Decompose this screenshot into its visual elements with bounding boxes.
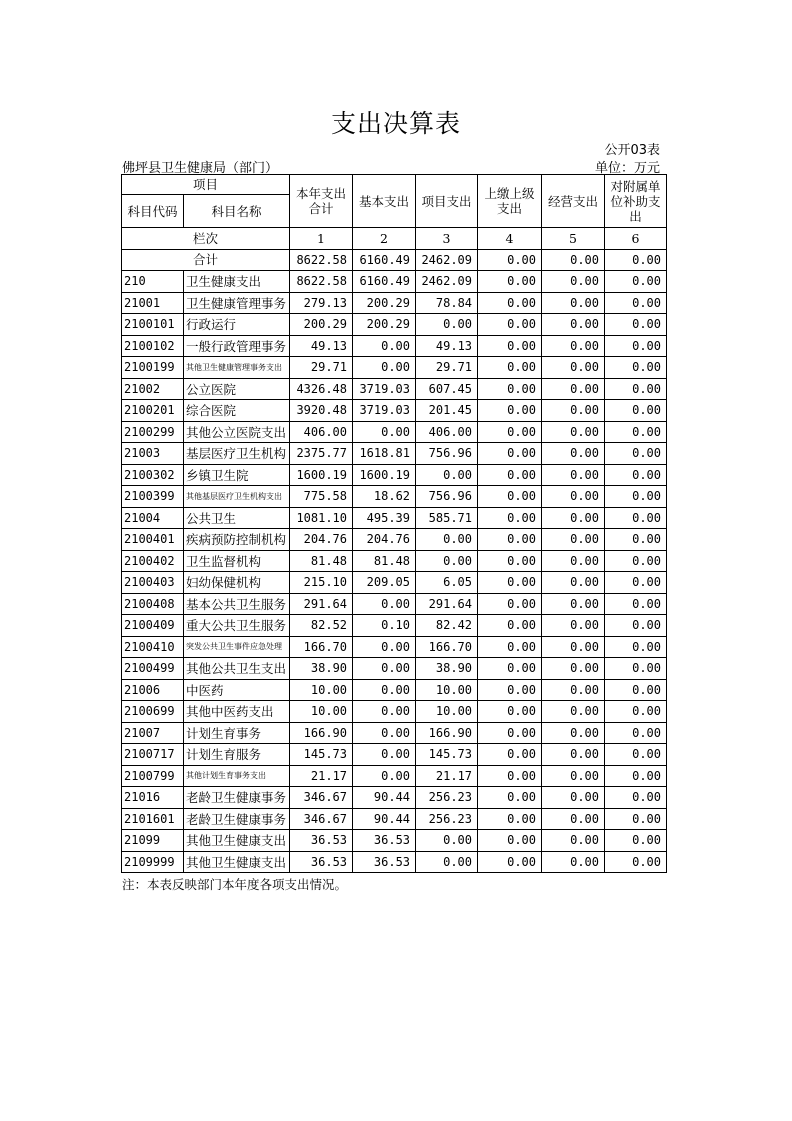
subject-code: 2100299 xyxy=(122,421,184,443)
table-row xyxy=(122,744,667,766)
table-row xyxy=(122,464,667,486)
subject-code: 21006 xyxy=(122,679,184,701)
value-upper: 0.00 xyxy=(478,400,542,422)
value-total: 29.71 xyxy=(290,357,353,379)
table-row xyxy=(122,851,667,873)
table-row xyxy=(122,701,667,723)
value-subsidy: 0.00 xyxy=(605,335,667,357)
value-business: 0.00 xyxy=(542,421,605,443)
value-upper: 0.00 xyxy=(478,550,542,572)
subject-name: 其他基层医疗卫生机构支出 xyxy=(184,486,290,508)
value-item: 10.00 xyxy=(416,701,478,723)
value-basic: 0.00 xyxy=(353,636,416,658)
value-total: 166.70 xyxy=(290,636,353,658)
subject-name: 其他公共卫生支出 xyxy=(184,658,290,680)
value-business: 0.00 xyxy=(542,443,605,465)
header-code: 科目代码 xyxy=(122,195,184,228)
column-number: 3 xyxy=(416,228,478,250)
subject-name: 妇幼保健机构 xyxy=(184,572,290,594)
value-business: 0.00 xyxy=(542,830,605,852)
value-business: 0.00 xyxy=(542,636,605,658)
value-total: 10.00 xyxy=(290,679,353,701)
value-item: 256.23 xyxy=(416,787,478,809)
header-subsidy: 对附属单位补助支出 xyxy=(605,175,667,228)
column-number: 2 xyxy=(353,228,416,250)
value-item: 38.90 xyxy=(416,658,478,680)
value-upper: 0.00 xyxy=(478,636,542,658)
value-business: 0.00 xyxy=(542,851,605,873)
value-upper: 0.00 xyxy=(478,615,542,637)
subject-name: 其他卫生健康管理事务支出 xyxy=(184,357,290,379)
value-subsidy: 0.00 xyxy=(605,443,667,465)
value-business: 0.00 xyxy=(542,615,605,637)
table-row xyxy=(122,335,667,357)
value-subsidy: 0.00 xyxy=(605,249,667,271)
value-item: 0.00 xyxy=(416,851,478,873)
value-subsidy: 0.00 xyxy=(605,787,667,809)
value-item: 82.42 xyxy=(416,615,478,637)
table-row xyxy=(122,378,667,400)
value-item: 201.45 xyxy=(416,400,478,422)
header-project: 项目 xyxy=(122,175,290,195)
value-business: 0.00 xyxy=(542,507,605,529)
value-upper: 0.00 xyxy=(478,271,542,293)
value-basic: 204.76 xyxy=(353,529,416,551)
value-basic: 3719.03 xyxy=(353,378,416,400)
value-basic: 0.00 xyxy=(353,658,416,680)
subject-name: 卫生监督机构 xyxy=(184,550,290,572)
subject-code: 2100717 xyxy=(122,744,184,766)
value-item: 0.00 xyxy=(416,314,478,336)
value-subsidy: 0.00 xyxy=(605,421,667,443)
value-subsidy: 0.00 xyxy=(605,615,667,637)
value-business: 0.00 xyxy=(542,357,605,379)
page-title: 支出决算表 xyxy=(330,109,461,138)
value-basic: 18.62 xyxy=(353,486,416,508)
value-total: 775.58 xyxy=(290,486,353,508)
column-index-label: 栏次 xyxy=(122,228,290,250)
subject-code: 21099 xyxy=(122,830,184,852)
value-upper: 0.00 xyxy=(478,593,542,615)
value-item: 0.00 xyxy=(416,830,478,852)
subject-name: 重大公共卫生服务 xyxy=(184,615,290,637)
column-index-row xyxy=(122,228,667,250)
table-row xyxy=(122,658,667,680)
value-item: 756.96 xyxy=(416,486,478,508)
table-row xyxy=(122,421,667,443)
header-upper: 上缴上级支出 xyxy=(478,175,542,228)
value-subsidy: 0.00 xyxy=(605,572,667,594)
subject-name: 一般行政管理事务 xyxy=(184,335,290,357)
subject-code: 2100699 xyxy=(122,701,184,723)
value-upper: 0.00 xyxy=(478,765,542,787)
value-total: 1600.19 xyxy=(290,464,353,486)
value-business: 0.00 xyxy=(542,722,605,744)
value-upper: 0.00 xyxy=(478,744,542,766)
table-row xyxy=(122,249,667,271)
value-business: 0.00 xyxy=(542,400,605,422)
value-upper: 0.00 xyxy=(478,787,542,809)
subject-code: 21003 xyxy=(122,443,184,465)
value-upper: 0.00 xyxy=(478,572,542,594)
value-upper: 0.00 xyxy=(478,335,542,357)
value-business: 0.00 xyxy=(542,314,605,336)
subject-name: 中医药 xyxy=(184,679,290,701)
value-basic: 0.00 xyxy=(353,421,416,443)
column-number: 1 xyxy=(290,228,353,250)
value-subsidy: 0.00 xyxy=(605,679,667,701)
value-total: 279.13 xyxy=(290,292,353,314)
subject-code: 2100409 xyxy=(122,615,184,637)
subject-code: 2100101 xyxy=(122,314,184,336)
value-item: 756.96 xyxy=(416,443,478,465)
table-row xyxy=(122,765,667,787)
subject-name: 老龄卫生健康事务 xyxy=(184,808,290,830)
table-row xyxy=(122,787,667,809)
value-subsidy: 0.00 xyxy=(605,507,667,529)
value-item: 0.00 xyxy=(416,464,478,486)
table-row xyxy=(122,572,667,594)
value-basic: 1618.81 xyxy=(353,443,416,465)
value-upper: 0.00 xyxy=(478,701,542,723)
value-basic: 200.29 xyxy=(353,292,416,314)
value-total: 81.48 xyxy=(290,550,353,572)
subject-code: 21001 xyxy=(122,292,184,314)
value-item: 166.70 xyxy=(416,636,478,658)
subject-code: 210 xyxy=(122,271,184,293)
subject-name: 行政运行 xyxy=(184,314,290,336)
value-item: 2462.09 xyxy=(416,249,478,271)
value-basic: 0.00 xyxy=(353,357,416,379)
value-item: 607.45 xyxy=(416,378,478,400)
value-total: 38.90 xyxy=(290,658,353,680)
value-total: 36.53 xyxy=(290,830,353,852)
subject-code: 21007 xyxy=(122,722,184,744)
value-subsidy: 0.00 xyxy=(605,400,667,422)
subject-name: 其他公立医院支出 xyxy=(184,421,290,443)
subject-code: 2109999 xyxy=(122,851,184,873)
table-row xyxy=(122,593,667,615)
value-business: 0.00 xyxy=(542,744,605,766)
subject-code: 2100799 xyxy=(122,765,184,787)
column-number: 6 xyxy=(605,228,667,250)
value-upper: 0.00 xyxy=(478,421,542,443)
value-subsidy: 0.00 xyxy=(605,378,667,400)
header-item: 项目支出 xyxy=(416,175,478,228)
value-subsidy: 0.00 xyxy=(605,830,667,852)
value-item: 2462.09 xyxy=(416,271,478,293)
value-item: 49.13 xyxy=(416,335,478,357)
value-total: 8622.58 xyxy=(290,271,353,293)
subject-code: 2101601 xyxy=(122,808,184,830)
table-row xyxy=(122,486,667,508)
table-row xyxy=(122,507,667,529)
value-upper: 0.00 xyxy=(478,507,542,529)
value-total: 1081.10 xyxy=(290,507,353,529)
table-row xyxy=(122,271,667,293)
value-item: 406.00 xyxy=(416,421,478,443)
subject-code: 21004 xyxy=(122,507,184,529)
value-subsidy: 0.00 xyxy=(605,292,667,314)
value-basic: 90.44 xyxy=(353,808,416,830)
value-item: 585.71 xyxy=(416,507,478,529)
table-row xyxy=(122,443,667,465)
value-upper: 0.00 xyxy=(478,249,542,271)
value-total: 2375.77 xyxy=(290,443,353,465)
subject-name: 卫生健康管理事务 xyxy=(184,292,290,314)
value-basic: 209.05 xyxy=(353,572,416,594)
value-subsidy: 0.00 xyxy=(605,464,667,486)
value-basic: 495.39 xyxy=(353,507,416,529)
value-upper: 0.00 xyxy=(478,292,542,314)
subject-code: 2100403 xyxy=(122,572,184,594)
value-basic: 36.53 xyxy=(353,830,416,852)
subject-name: 其他卫生健康支出 xyxy=(184,851,290,873)
table-row xyxy=(122,357,667,379)
value-item: 291.64 xyxy=(416,593,478,615)
value-total: 215.10 xyxy=(290,572,353,594)
value-total: 200.29 xyxy=(290,314,353,336)
value-basic: 1600.19 xyxy=(353,464,416,486)
table-row xyxy=(122,830,667,852)
value-subsidy: 0.00 xyxy=(605,851,667,873)
subject-code: 21002 xyxy=(122,378,184,400)
subject-name: 突发公共卫生事件应急处理 xyxy=(184,636,290,658)
value-business: 0.00 xyxy=(542,271,605,293)
value-upper: 0.00 xyxy=(478,486,542,508)
value-business: 0.00 xyxy=(542,464,605,486)
value-business: 0.00 xyxy=(542,529,605,551)
value-upper: 0.00 xyxy=(478,357,542,379)
value-subsidy: 0.00 xyxy=(605,744,667,766)
value-subsidy: 0.00 xyxy=(605,808,667,830)
value-basic: 6160.49 xyxy=(353,271,416,293)
value-subsidy: 0.00 xyxy=(605,550,667,572)
value-basic: 36.53 xyxy=(353,851,416,873)
value-subsidy: 0.00 xyxy=(605,271,667,293)
value-total: 204.76 xyxy=(290,529,353,551)
value-subsidy: 0.00 xyxy=(605,722,667,744)
value-total: 10.00 xyxy=(290,701,353,723)
value-subsidy: 0.00 xyxy=(605,314,667,336)
subject-name: 计划生育事务 xyxy=(184,722,290,744)
value-basic: 3719.03 xyxy=(353,400,416,422)
subject-name: 老龄卫生健康事务 xyxy=(184,787,290,809)
department-name: 佛坪县卫生健康局（部门） xyxy=(122,161,279,176)
value-subsidy: 0.00 xyxy=(605,701,667,723)
value-basic: 0.00 xyxy=(353,335,416,357)
value-upper: 0.00 xyxy=(478,443,542,465)
subject-code: 21016 xyxy=(122,787,184,809)
value-upper: 0.00 xyxy=(478,464,542,486)
value-item: 166.90 xyxy=(416,722,478,744)
subject-name: 卫生健康支出 xyxy=(184,271,290,293)
header-basic: 基本支出 xyxy=(353,175,416,228)
value-business: 0.00 xyxy=(542,593,605,615)
header-name: 科目名称 xyxy=(184,195,290,228)
value-total: 49.13 xyxy=(290,335,353,357)
value-business: 0.00 xyxy=(542,808,605,830)
subject-code: 2100199 xyxy=(122,357,184,379)
subject-code: 2100402 xyxy=(122,550,184,572)
header-business: 经营支出 xyxy=(542,175,605,228)
value-business: 0.00 xyxy=(542,765,605,787)
value-total: 346.67 xyxy=(290,808,353,830)
form-number: 公开03表 xyxy=(604,143,660,158)
value-item: 6.05 xyxy=(416,572,478,594)
subject-code: 2100302 xyxy=(122,464,184,486)
subject-name: 计划生育服务 xyxy=(184,744,290,766)
value-basic: 0.10 xyxy=(353,615,416,637)
value-item: 10.00 xyxy=(416,679,478,701)
value-subsidy: 0.00 xyxy=(605,765,667,787)
table-row xyxy=(122,722,667,744)
table-row xyxy=(122,679,667,701)
value-total: 406.00 xyxy=(290,421,353,443)
subject-name: 其他中医药支出 xyxy=(184,701,290,723)
subject-code: 2100408 xyxy=(122,593,184,615)
subject-name: 其他卫生健康支出 xyxy=(184,830,290,852)
value-upper: 0.00 xyxy=(478,722,542,744)
value-subsidy: 0.00 xyxy=(605,593,667,615)
value-business: 0.00 xyxy=(542,292,605,314)
value-item: 29.71 xyxy=(416,357,478,379)
header-row-1 xyxy=(122,175,667,195)
value-total: 8622.58 xyxy=(290,249,353,271)
value-basic: 90.44 xyxy=(353,787,416,809)
column-number: 5 xyxy=(542,228,605,250)
expenditure-table xyxy=(121,174,667,873)
value-total: 346.67 xyxy=(290,787,353,809)
subject-name: 疾病预防控制机构 xyxy=(184,529,290,551)
subject-code: 2100201 xyxy=(122,400,184,422)
value-subsidy: 0.00 xyxy=(605,486,667,508)
subject-name: 综合医院 xyxy=(184,400,290,422)
value-total: 36.53 xyxy=(290,851,353,873)
value-basic: 0.00 xyxy=(353,744,416,766)
value-upper: 0.00 xyxy=(478,679,542,701)
value-upper: 0.00 xyxy=(478,830,542,852)
value-total: 291.64 xyxy=(290,593,353,615)
value-business: 0.00 xyxy=(542,335,605,357)
subject-code: 2100102 xyxy=(122,335,184,357)
total-label: 合计 xyxy=(122,249,290,271)
value-upper: 0.00 xyxy=(478,851,542,873)
value-basic: 0.00 xyxy=(353,765,416,787)
value-basic: 0.00 xyxy=(353,679,416,701)
value-total: 3920.48 xyxy=(290,400,353,422)
value-item: 0.00 xyxy=(416,550,478,572)
value-basic: 0.00 xyxy=(353,593,416,615)
value-business: 0.00 xyxy=(542,486,605,508)
value-subsidy: 0.00 xyxy=(605,636,667,658)
value-subsidy: 0.00 xyxy=(605,357,667,379)
subject-name: 基本公共卫生服务 xyxy=(184,593,290,615)
value-subsidy: 0.00 xyxy=(605,658,667,680)
value-business: 0.00 xyxy=(542,550,605,572)
value-upper: 0.00 xyxy=(478,808,542,830)
value-business: 0.00 xyxy=(542,378,605,400)
table-row xyxy=(122,314,667,336)
table-row xyxy=(122,550,667,572)
value-total: 21.17 xyxy=(290,765,353,787)
table-row xyxy=(122,292,667,314)
value-basic: 200.29 xyxy=(353,314,416,336)
value-upper: 0.00 xyxy=(478,529,542,551)
value-basic: 0.00 xyxy=(353,722,416,744)
value-upper: 0.00 xyxy=(478,658,542,680)
value-basic: 0.00 xyxy=(353,701,416,723)
subject-code: 2100410 xyxy=(122,636,184,658)
subject-code: 2100399 xyxy=(122,486,184,508)
table-row xyxy=(122,615,667,637)
value-business: 0.00 xyxy=(542,679,605,701)
subject-name: 公立医院 xyxy=(184,378,290,400)
table-row xyxy=(122,529,667,551)
table-row xyxy=(122,400,667,422)
value-item: 21.17 xyxy=(416,765,478,787)
value-subsidy: 0.00 xyxy=(605,529,667,551)
value-business: 0.00 xyxy=(542,701,605,723)
value-business: 0.00 xyxy=(542,787,605,809)
value-item: 256.23 xyxy=(416,808,478,830)
value-total: 4326.48 xyxy=(290,378,353,400)
value-upper: 0.00 xyxy=(478,378,542,400)
value-business: 0.00 xyxy=(542,658,605,680)
value-business: 0.00 xyxy=(542,249,605,271)
value-upper: 0.00 xyxy=(478,314,542,336)
subject-name: 公共卫生 xyxy=(184,507,290,529)
value-basic: 81.48 xyxy=(353,550,416,572)
value-total: 145.73 xyxy=(290,744,353,766)
value-item: 0.00 xyxy=(416,529,478,551)
unit-label: 单位：万元 xyxy=(594,161,660,176)
subject-name: 乡镇卫生院 xyxy=(184,464,290,486)
value-item: 145.73 xyxy=(416,744,478,766)
footnote: 注：本表反映部门本年度各项支出情况。 xyxy=(122,877,348,892)
subject-code: 2100401 xyxy=(122,529,184,551)
subject-code: 2100499 xyxy=(122,658,184,680)
value-total: 82.52 xyxy=(290,615,353,637)
column-number: 4 xyxy=(478,228,542,250)
header-total: 本年支出合计 xyxy=(290,175,353,228)
value-total: 166.90 xyxy=(290,722,353,744)
value-item: 78.84 xyxy=(416,292,478,314)
value-business: 0.00 xyxy=(542,572,605,594)
table-row xyxy=(122,808,667,830)
subject-name: 基层医疗卫生机构 xyxy=(184,443,290,465)
table-row xyxy=(122,636,667,658)
value-basic: 6160.49 xyxy=(353,249,416,271)
subject-name: 其他计划生育事务支出 xyxy=(184,765,290,787)
